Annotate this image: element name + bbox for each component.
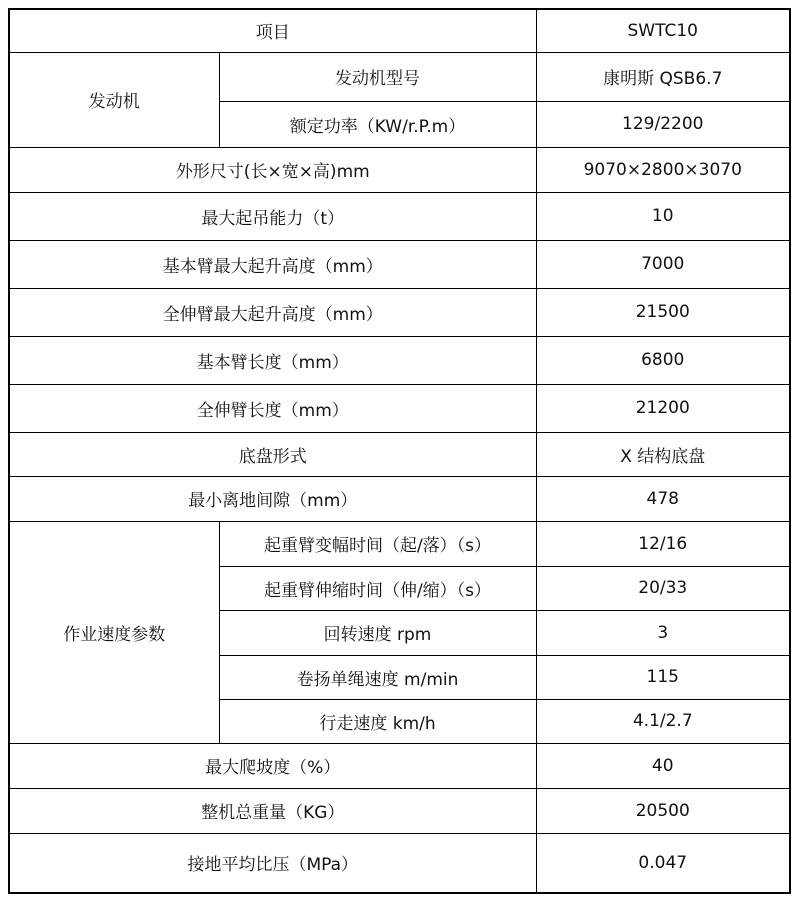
table-row bbox=[9, 52, 790, 101]
spec-value-cell: 康明斯 QSB6.7 bbox=[536, 52, 790, 101]
spec-label-cell: 接地平均比压（MPa） bbox=[9, 833, 536, 893]
spec-label-cell: 最大爬坡度（%） bbox=[9, 743, 536, 788]
spec-label-cell: 最大起吊能力（t） bbox=[9, 192, 536, 240]
table-row bbox=[9, 833, 790, 893]
table-row bbox=[9, 240, 790, 288]
table-row bbox=[9, 788, 790, 833]
spec-label-cell: 回转速度 rpm bbox=[219, 610, 536, 655]
table-row bbox=[9, 432, 790, 476]
table-row bbox=[9, 743, 790, 788]
table-row bbox=[9, 9, 790, 52]
spec-value-cell: 20500 bbox=[536, 788, 790, 833]
spec-value-cell: 4.1/2.7 bbox=[536, 699, 790, 743]
spec-value-cell: 40 bbox=[536, 743, 790, 788]
header-model-cell: SWTC10 bbox=[536, 9, 790, 52]
spec-label-cell: 基本臂长度（mm） bbox=[9, 336, 536, 384]
spec-value-cell: 20/33 bbox=[536, 566, 790, 610]
engine-group-label-cell: 发动机 bbox=[9, 52, 219, 147]
spec-label-cell: 整机总重量（KG） bbox=[9, 788, 536, 833]
speed-group-label-cell: 作业速度参数 bbox=[9, 521, 219, 743]
spec-label-cell: 底盘形式 bbox=[9, 432, 536, 476]
table-row bbox=[9, 521, 790, 566]
spec-label-cell: 行走速度 km/h bbox=[219, 699, 536, 743]
spec-value-cell: 7000 bbox=[536, 240, 790, 288]
spec-value-cell: X 结构底盘 bbox=[536, 432, 790, 476]
spec-value-cell: 12/16 bbox=[536, 521, 790, 566]
spec-value-cell: 10 bbox=[536, 192, 790, 240]
spec-label-cell: 全伸臂最大起升高度（mm） bbox=[9, 288, 536, 336]
spec-label-cell: 额定功率（KW/r.P.m） bbox=[219, 101, 536, 147]
spec-value-cell: 21500 bbox=[536, 288, 790, 336]
spec-value-cell: 9070×2800×3070 bbox=[536, 147, 790, 192]
spec-label-cell: 起重臂伸缩时间（伸/缩）（s） bbox=[219, 566, 536, 610]
header-item-cell: 项目 bbox=[9, 9, 536, 52]
spec-value-cell: 3 bbox=[536, 610, 790, 655]
table-row bbox=[9, 288, 790, 336]
spec-value-cell: 6800 bbox=[536, 336, 790, 384]
spec-label-cell: 全伸臂长度（mm） bbox=[9, 384, 536, 432]
spec-value-cell: 0.047 bbox=[536, 833, 790, 893]
spec-table bbox=[8, 8, 791, 894]
spec-value-cell: 478 bbox=[536, 476, 790, 521]
spec-value-cell: 129/2200 bbox=[536, 101, 790, 147]
table-row bbox=[9, 476, 790, 521]
table-row bbox=[9, 384, 790, 432]
spec-value-cell: 21200 bbox=[536, 384, 790, 432]
table-row bbox=[9, 192, 790, 240]
spec-label-cell: 基本臂最大起升高度（mm） bbox=[9, 240, 536, 288]
table-row bbox=[9, 336, 790, 384]
spec-label-cell: 起重臂变幅时间（起/落）（s） bbox=[219, 521, 536, 566]
spec-label-cell: 外形尺寸(长×宽×高)mm bbox=[9, 147, 536, 192]
spec-label-cell: 发动机型号 bbox=[219, 52, 536, 101]
spec-label-cell: 最小离地间隙（mm） bbox=[9, 476, 536, 521]
table-row bbox=[9, 147, 790, 192]
spec-value-cell: 115 bbox=[536, 655, 790, 699]
spec-label-cell: 卷扬单绳速度 m/min bbox=[219, 655, 536, 699]
